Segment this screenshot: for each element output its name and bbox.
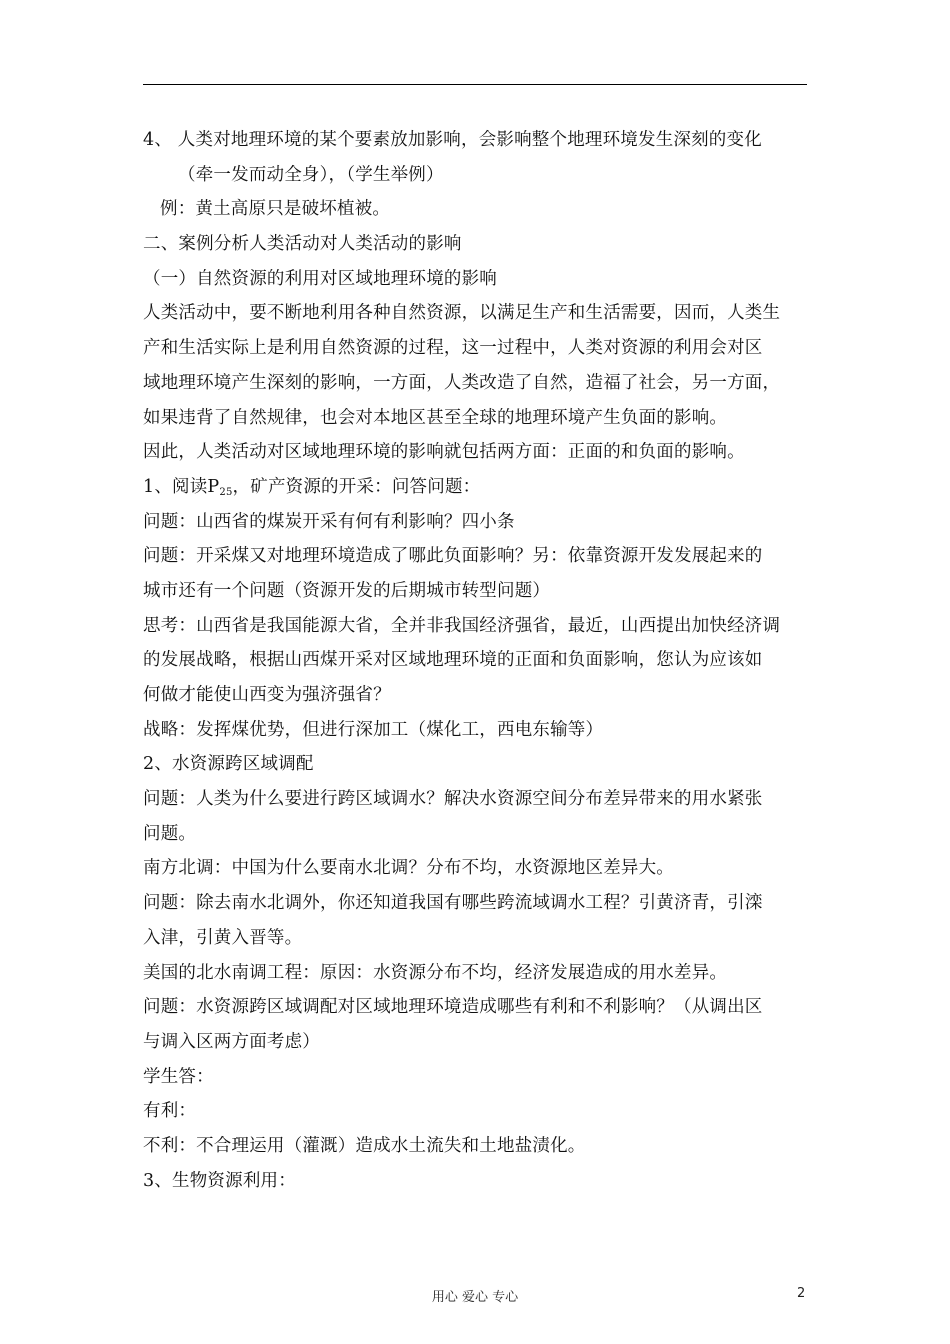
- text-line: 域地理环境产生深刻的影响，一方面，人类改造了自然，造福了社会，另一方面，: [143, 372, 781, 393]
- text-line: [143, 470, 811, 505]
- text-line: 何做才能使山西变为强济强省？: [143, 685, 391, 705]
- page-number: 2: [797, 1286, 806, 1301]
- text-line: 思考：山西省是我国能源大省，全并非我国经济强省，最近，山西提出加快经济调: [143, 615, 781, 636]
- text-line: 与调入区两方面考虑）: [143, 1031, 320, 1052]
- text-line: 美国的北水南调工程：原因：水资源分布不均，经济发展造成的用水差异。: [143, 962, 728, 983]
- text-line: 不利：不合理运用（灌溉）造成水土流失和土地盐渍化。: [143, 1135, 586, 1156]
- text-line: 如果违背了自然规律，也会对本地区甚至全球的地理环境产生负面的影响。: [143, 407, 728, 428]
- text-segment: 1、阅读P: [143, 476, 220, 497]
- text-line: 例：黄土高原只是破坏植被。: [160, 199, 391, 220]
- text-line: 的发展战略，根据山西煤开采对区域地理环境的正面和负面影响，您认为应该如: [143, 650, 763, 671]
- text-line: （牵一发而动全身），（学生举例）: [178, 164, 444, 185]
- text-line: 问题：除去南水北调外，你还知道我国有哪些跨流域调水工程？引黄济青，引滦: [143, 893, 763, 914]
- text-line: 学生答：: [143, 1066, 214, 1087]
- text-line: 4、 人类对地理环境的某个要素放加影响，会影响整个地理环境发生深刻的变化: [143, 130, 762, 150]
- text-line: 产和生活实际上是利用自然资源的过程，这一过程中，人类对资源的利用会对区: [143, 338, 763, 359]
- text-line: 问题：人类为什么要进行跨区域调水？解决水资源空间分布差异带来的用水紧张: [143, 789, 763, 810]
- text-segment: ，矿产资源的开采：问答问题：: [232, 476, 481, 497]
- text-line: 问题：水资源跨区域调配对区域地理环境造成哪些有利和不利影响？（从调出区: [143, 997, 763, 1018]
- text-line: 有利：: [143, 1101, 197, 1122]
- text-line: 3、生物资源利用：: [143, 1170, 296, 1191]
- footer-text: 用心 爱心 专心: [431, 1290, 519, 1305]
- text-line: 战略：发挥煤优势，但进行深加工（煤化工，西电东输等）: [143, 719, 604, 740]
- subsection-heading: （一）自然资源的利用对区域地理环境的影响: [143, 268, 497, 289]
- text-line: 问题：开采煤又对地理环境造成了哪此负面影响？另：依靠资源开发发展起来的: [143, 546, 763, 567]
- text-line: 入津，引黄入晋等。: [143, 927, 303, 948]
- text-line: 问题：山西省的煤炭开采有何有利影响？四小条: [143, 511, 515, 532]
- document-body: [143, 123, 811, 1198]
- text-line: 因此，人类活动对区域地理环境的影响就包括两方面：正面的和负面的影响。: [143, 442, 745, 463]
- text-line: 人类活动中，要不断地利用各种自然资源，以满足生产和生活需要，因而，人类生: [143, 303, 781, 324]
- header-rule: [143, 84, 807, 85]
- text-line: 2、水资源跨区域调配: [143, 754, 314, 775]
- text-line: 城市还有一个问题（资源开发的后期城市转型问题）: [143, 580, 551, 601]
- page-subscript: 25: [219, 486, 233, 498]
- text-line: 南方北调：中国为什么要南水北调？分布不均，水资源地区差异大。: [143, 858, 674, 879]
- text-line: 问题。: [143, 823, 197, 844]
- section-heading: 二、案例分析人类活动对人类活动的影响: [143, 234, 462, 255]
